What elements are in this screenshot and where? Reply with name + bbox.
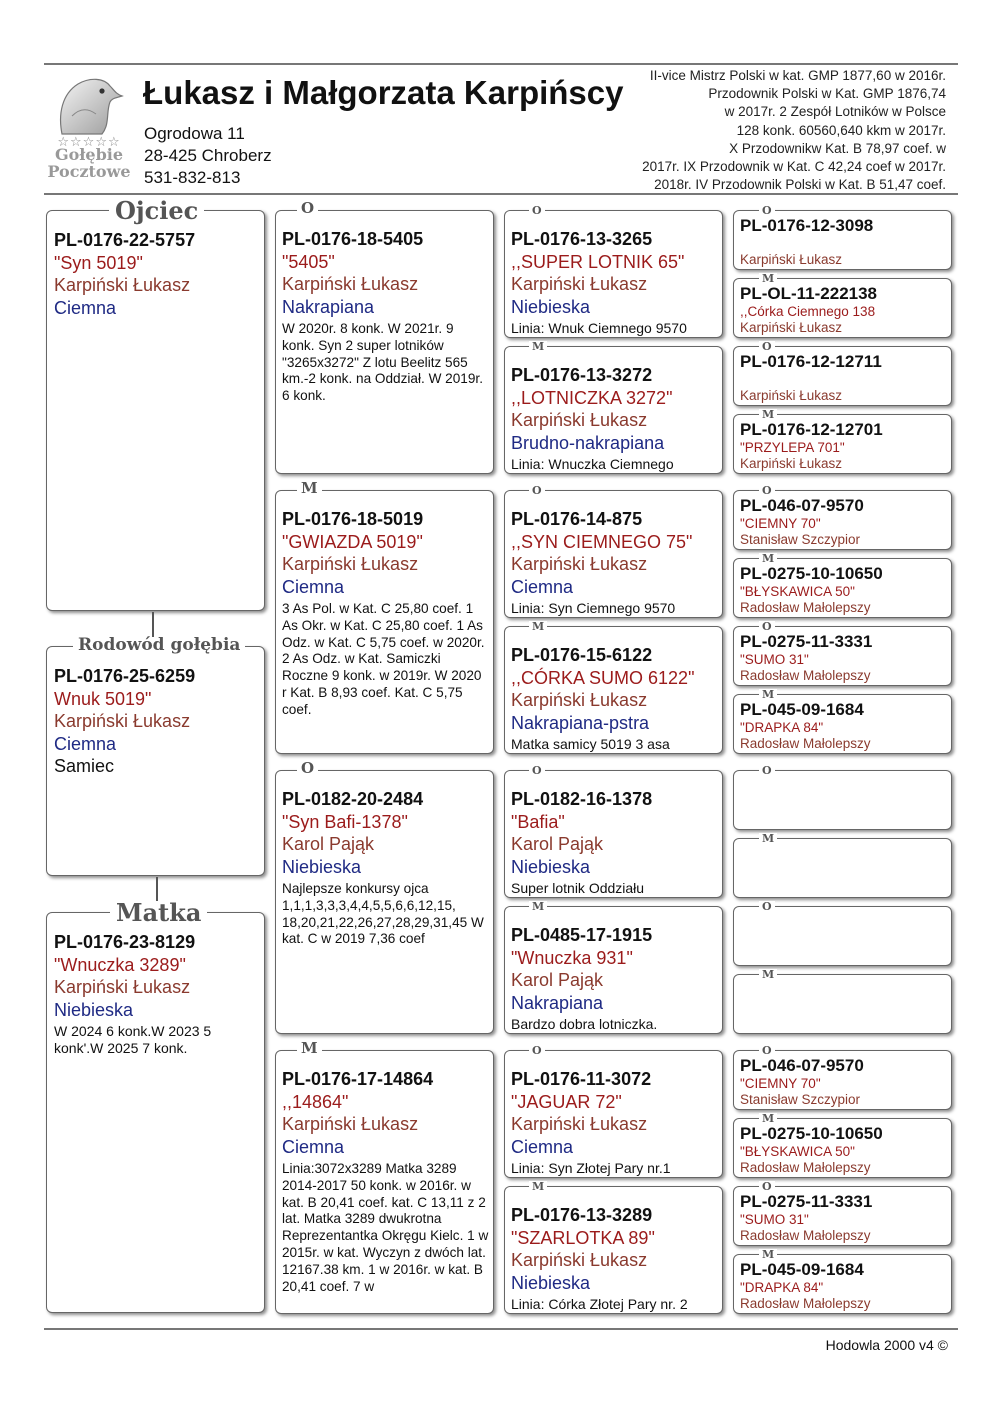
owner: Karpiński Łukasz bbox=[511, 690, 648, 710]
gggp-card[interactable] bbox=[733, 1186, 952, 1246]
ring-number: PL-0275-11-3331 bbox=[740, 1192, 873, 1211]
feather-color: Ciemna bbox=[282, 1136, 345, 1157]
logo-stars: ☆☆☆☆☆ bbox=[57, 134, 121, 149]
sex-label-male: O bbox=[529, 205, 545, 216]
sex-label-female: M bbox=[297, 1041, 322, 1056]
footer-credit: Hodowla 2000 v4 © bbox=[825, 1337, 948, 1353]
mother-card[interactable] bbox=[46, 912, 265, 1313]
sex-label-female: M bbox=[529, 1181, 547, 1192]
pigeon-description: Najlepsze konkursy ojca 1,1,1,3,3,3,4,4,5,5,6,6,12,15, 18,20,21,22,26,27,28,29,31,45 W kat. C w 2019 7,36 coef bbox=[282, 881, 484, 947]
pigeon-name: "GWIAZDA 5019" bbox=[282, 531, 423, 552]
pigeon-description: W 2020r. 8 konk. W 2021r. 9 konk. Syn 2 super lotników "3265x3272" Z lotu Beelitz 565 km.-2 konk. na Oddział. W 2019r. 6 konk. bbox=[282, 321, 483, 404]
address-street: Ogrodowa 11 bbox=[144, 124, 245, 143]
logo-text: Gołębie Pocztowe bbox=[47, 145, 131, 181]
sex-label-female: M bbox=[529, 341, 547, 352]
ring-number: PL-0182-20-2484 bbox=[282, 789, 424, 809]
pigeon-description: Linia: Wnuk Ciemnego 9570 bbox=[511, 320, 687, 336]
header-top-rule bbox=[44, 63, 958, 65]
subject-card[interactable] bbox=[46, 646, 265, 876]
pigeon-description: Linia: Wnuczka Ciemnego bbox=[511, 456, 674, 472]
sex-label-female: M bbox=[759, 553, 777, 564]
ring-number: PL-0485-17-1915 bbox=[511, 925, 653, 945]
sex-label-female: M bbox=[759, 969, 777, 980]
feather-color: Ciemna bbox=[54, 297, 117, 318]
pigeon-logo bbox=[44, 72, 134, 187]
owner: Karpiński Łukasz bbox=[282, 1114, 419, 1134]
pigeon-icon bbox=[44, 72, 134, 142]
gggp-card[interactable] bbox=[733, 346, 952, 406]
owner: Karpiński Łukasz bbox=[511, 1250, 648, 1270]
sex-label-male: O bbox=[759, 341, 775, 352]
owner: Karol Pająk bbox=[511, 970, 604, 990]
sex-label-male: O bbox=[759, 1181, 775, 1192]
sex-label-male: O bbox=[297, 761, 318, 776]
ggp-card[interactable] bbox=[504, 1186, 723, 1314]
sex-label-female: M bbox=[759, 689, 777, 700]
ring-number: PL-0275-10-10650 bbox=[740, 564, 883, 583]
achievements: II-vice Mistrz Polski w kat. GMP 1877,60 w 2016r. Przodownik Polski w Kat. GMP 1876,74 w 2017r. 2 Zespół Lotników w Polsce 128 konk. 60560,640 kkm w 2017r. X Przodownikw Kat. B 78,97 coef. w 2017r. IX Przodownik w Kat. C 42,24 coef w 2017r. 2018r. IV Przodownik Polski w Kat. B 51,47 coef. bbox=[642, 68, 946, 193]
feather-color: Brudno-nakrapiana bbox=[511, 432, 665, 453]
ggp-card[interactable] bbox=[504, 906, 723, 1034]
owner: Karpiński Łukasz bbox=[54, 711, 191, 731]
pigeon-description: Linia: Córka Złotej Pary nr. 2 bbox=[511, 1296, 688, 1312]
feather-color: Niebieska bbox=[511, 296, 591, 317]
gggp-card-empty[interactable] bbox=[733, 838, 952, 898]
pigeon-name: ,,CÓRKA SUMO 6122" bbox=[511, 667, 695, 688]
gggp-card-empty[interactable] bbox=[733, 770, 952, 830]
ggp-card[interactable] bbox=[504, 210, 723, 338]
feather-color: Ciemna bbox=[54, 733, 117, 754]
ring-number: PL-0176-12-12711 bbox=[740, 352, 882, 371]
owner: Radosław Małolepszy bbox=[740, 735, 871, 751]
address-city: 28-425 Chroberz bbox=[144, 146, 272, 165]
owner: Radosław Małolepszy bbox=[740, 667, 871, 683]
pigeon-name: "CIEMNY 70" bbox=[740, 1076, 821, 1091]
gggp-card-empty[interactable] bbox=[733, 974, 952, 1034]
feather-color: Niebieska bbox=[511, 856, 591, 877]
sex-label-male: O bbox=[529, 765, 545, 776]
pedigree-label: Rodowód gołębia bbox=[73, 637, 245, 654]
gggp-card[interactable] bbox=[733, 626, 952, 686]
owner: Karpiński Łukasz bbox=[511, 1114, 648, 1134]
pigeon-name: "Syn 5019" bbox=[54, 252, 143, 273]
owner: Karpiński Łukasz bbox=[511, 554, 648, 574]
owner: Radosław Małolepszy bbox=[740, 1159, 871, 1175]
pigeon-description: Matka samicy 5019 3 asa bbox=[511, 736, 670, 752]
pigeon-description: W 2024 6 konk.W 2023 5 konk'.W 2025 7 konk. bbox=[54, 1023, 212, 1056]
ring-number: PL-046-07-9570 bbox=[740, 1056, 864, 1075]
pigeon-name: "Wnuczka 3289" bbox=[54, 954, 186, 975]
address-phone: 531-832-813 bbox=[144, 168, 241, 187]
sex-label-male: O bbox=[759, 765, 775, 776]
sex-label-female: M bbox=[297, 481, 322, 496]
pigeon-description: Linia:3072x3289 Matka 3289 2014-2017 50 konk. w 2016r. w kat. B 20,41 coef. kat. C 13,11 z 2 lat. Matka 3289 dwukrotna Reprezentantka Okręgu Kielc. 1 w 2015r. w kat. Wyczyn z dwóch lat. 12167.38 km. 1 w 2016r. w kat. B 20,41 coef. 7 w bbox=[282, 1161, 489, 1294]
feather-color: Nakrapiana bbox=[282, 296, 375, 317]
owner: Karpiński Łukasz bbox=[740, 455, 843, 471]
gggp-card[interactable] bbox=[733, 1118, 952, 1178]
ring-number: PL-0176-13-3272 bbox=[511, 365, 653, 385]
pigeon-name: ,,SYN CIEMNEGO 75" bbox=[511, 531, 693, 552]
gggp-card[interactable] bbox=[733, 1254, 952, 1314]
owner: Karpiński Łukasz bbox=[740, 387, 843, 403]
feather-color: Nakrapiana-pstra bbox=[511, 712, 650, 733]
ring-number: PL-0275-10-10650 bbox=[740, 1124, 883, 1143]
sex-label-male: O bbox=[759, 205, 775, 216]
owner: Karpiński Łukasz bbox=[54, 977, 191, 997]
ring-number: PL-0176-11-3072 bbox=[511, 1069, 652, 1089]
pigeon-name: "BŁYSKAWICA 50" bbox=[740, 584, 855, 599]
breeder-title: Łukasz i Małgorzata Karpińscy bbox=[143, 74, 624, 111]
ring-number: PL-0176-12-3098 bbox=[740, 216, 874, 235]
pigeon-description: Super lotnik Oddziału bbox=[511, 880, 645, 896]
father-card[interactable] bbox=[46, 210, 265, 611]
pigeon-name: "DRAPKA 84" bbox=[740, 720, 824, 735]
sex-label-female: M bbox=[529, 621, 547, 632]
sex-label-male: O bbox=[759, 1045, 775, 1056]
footer-rule bbox=[44, 1328, 958, 1330]
pigeon-name: "5405" bbox=[282, 251, 335, 272]
sex-label-female: M bbox=[529, 901, 547, 912]
pigeon-name: "Wnuczka 931" bbox=[511, 947, 633, 968]
gggp-card[interactable] bbox=[733, 414, 952, 474]
feather-color: Ciemna bbox=[511, 1136, 574, 1157]
ring-number: PL-0275-11-3331 bbox=[740, 632, 873, 651]
breeder-address bbox=[144, 123, 272, 189]
ring-number: PL-0176-13-3265 bbox=[511, 229, 653, 249]
sex-label-male: O bbox=[759, 485, 775, 496]
ggp-card[interactable] bbox=[504, 490, 723, 618]
gggp-card[interactable] bbox=[733, 694, 952, 754]
pigeon-name bbox=[740, 372, 951, 388]
sex-label-male: O bbox=[529, 485, 545, 496]
feather-color: Niebieska bbox=[54, 999, 134, 1020]
owner: Karpiński Łukasz bbox=[740, 319, 843, 335]
father-label: Ojciec bbox=[109, 199, 204, 223]
sex-label-male: O bbox=[529, 1045, 545, 1056]
feather-color: Nakrapiana bbox=[511, 992, 604, 1013]
pigeon-description: Linia: Syn Złotej Pary nr.1 bbox=[511, 1160, 671, 1176]
pigeon-sex: Samiec bbox=[54, 756, 115, 776]
sex-label-male: O bbox=[759, 621, 775, 632]
grandparent-card-mm[interactable] bbox=[275, 1050, 494, 1314]
sex-label-female: M bbox=[759, 1249, 777, 1260]
ring-number: PL-045-09-1684 bbox=[740, 700, 864, 719]
gggp-card-empty[interactable] bbox=[733, 906, 952, 966]
ring-number: PL-0176-22-5757 bbox=[54, 230, 196, 250]
feather-color: Ciemna bbox=[282, 576, 345, 597]
owner: Karpiński Łukasz bbox=[511, 410, 648, 430]
ring-number: PL-0176-15-6122 bbox=[511, 645, 653, 665]
owner: Radosław Małolepszy bbox=[740, 1295, 871, 1311]
ring-number: PL-0176-23-8129 bbox=[54, 932, 196, 952]
ring-number: PL-0182-16-1378 bbox=[511, 789, 653, 809]
grandparent-card-fm[interactable] bbox=[275, 490, 494, 754]
pigeon-name: "PRZYLEPA 701" bbox=[740, 440, 845, 455]
sex-label-female: M bbox=[759, 1113, 777, 1124]
gggp-card[interactable] bbox=[733, 210, 952, 270]
feather-color: Niebieska bbox=[282, 856, 362, 877]
pigeon-description: Linia: Syn Ciemnego 9570 bbox=[511, 600, 676, 616]
owner: Karpiński Łukasz bbox=[282, 274, 419, 294]
sex-label-female: M bbox=[759, 409, 777, 420]
sex-label-male: O bbox=[759, 901, 775, 912]
owner: Karpiński Łukasz bbox=[54, 275, 191, 295]
ring-number: PL-0176-18-5405 bbox=[282, 229, 424, 249]
feather-color: Ciemna bbox=[511, 576, 574, 597]
ring-number: PL-0176-14-875 bbox=[511, 509, 643, 529]
ggp-card[interactable] bbox=[504, 1050, 723, 1178]
pigeon-name: "BŁYSKAWICA 50" bbox=[740, 1144, 855, 1159]
pigeon-description: Bardzo dobra lotniczka. bbox=[511, 1016, 658, 1032]
pigeon-name: "SUMO 31" bbox=[740, 652, 809, 667]
owner: Karol Pająk bbox=[282, 834, 375, 854]
owner: Karol Pająk bbox=[511, 834, 604, 854]
pigeon-name: Wnuk 5019" bbox=[54, 688, 152, 709]
sex-label-female: M bbox=[759, 273, 777, 284]
sex-label-male: O bbox=[297, 201, 318, 216]
owner: Karpiński Łukasz bbox=[740, 251, 843, 267]
owner: Radosław Małolepszy bbox=[740, 1227, 871, 1243]
feather-color: Niebieska bbox=[511, 1272, 591, 1293]
ring-number: PL-0176-25-6259 bbox=[54, 666, 196, 686]
sex-label-female: M bbox=[759, 833, 777, 844]
owner: Karpiński Łukasz bbox=[282, 554, 419, 574]
gggp-card[interactable] bbox=[733, 558, 952, 618]
pigeon-name: ,,14864" bbox=[282, 1091, 349, 1112]
ring-number: PL-046-07-9570 bbox=[740, 496, 864, 515]
ring-number: PL-0176-13-3289 bbox=[511, 1205, 653, 1225]
ring-number: PL-0176-12-12701 bbox=[740, 420, 883, 439]
gggp-card[interactable] bbox=[733, 278, 952, 338]
pigeon-name: "CIEMNY 70" bbox=[740, 516, 821, 531]
ggp-card[interactable] bbox=[504, 770, 723, 898]
pigeon-name: "DRAPKA 84" bbox=[740, 1280, 824, 1295]
pigeon-name: ,,Córka Ciemnego 138 bbox=[740, 304, 876, 319]
gggp-card[interactable] bbox=[733, 1050, 952, 1110]
pigeon-name bbox=[740, 236, 951, 252]
pigeon-name: "SUMO 31" bbox=[740, 1212, 809, 1227]
ring-number: PL-0176-17-14864 bbox=[282, 1069, 434, 1089]
grandparent-card-mf[interactable] bbox=[275, 770, 494, 1034]
pigeon-name: "Bafia" bbox=[511, 811, 565, 832]
pigeon-name: "Syn Bafi-1378" bbox=[282, 811, 408, 832]
mother-label: Matka bbox=[110, 901, 207, 925]
owner: Stanisław Szczypior bbox=[740, 531, 861, 547]
ggp-card[interactable] bbox=[504, 626, 723, 754]
owner: Stanisław Szczypior bbox=[740, 1091, 861, 1107]
ring-number: PL-OL-11-222138 bbox=[740, 284, 878, 303]
pigeon-name: "JAGUAR 72" bbox=[511, 1091, 622, 1112]
ring-number: PL-045-09-1684 bbox=[740, 1260, 864, 1279]
owner: Radosław Małolepszy bbox=[740, 599, 871, 615]
ggp-card[interactable] bbox=[504, 346, 723, 474]
pigeon-description: 3 As Pol. w Kat. C 25,80 coef. 1 As Okr. w Kat. C 25,80 coef. 1 As Odz. w Kat. C 5,75 coef. w 2020r. 2 As Odz. w Kat. Samiczki Roczne 9 konk. w 2019r. W 2020 r Kat. B 8,93 coef. Kat. C 5,75 coef. bbox=[282, 601, 485, 717]
gggp-card[interactable] bbox=[733, 490, 952, 550]
grandparent-card-ff[interactable] bbox=[275, 210, 494, 474]
ring-number: PL-0176-18-5019 bbox=[282, 509, 424, 529]
pigeon-name: ,,LOTNICZKA 3272" bbox=[511, 387, 673, 408]
pigeon-name: "SZARLOTKA 89" bbox=[511, 1227, 655, 1248]
owner: Karpiński Łukasz bbox=[511, 274, 648, 294]
pigeon-name: ,,SUPER LOTNIK 65" bbox=[511, 251, 685, 272]
